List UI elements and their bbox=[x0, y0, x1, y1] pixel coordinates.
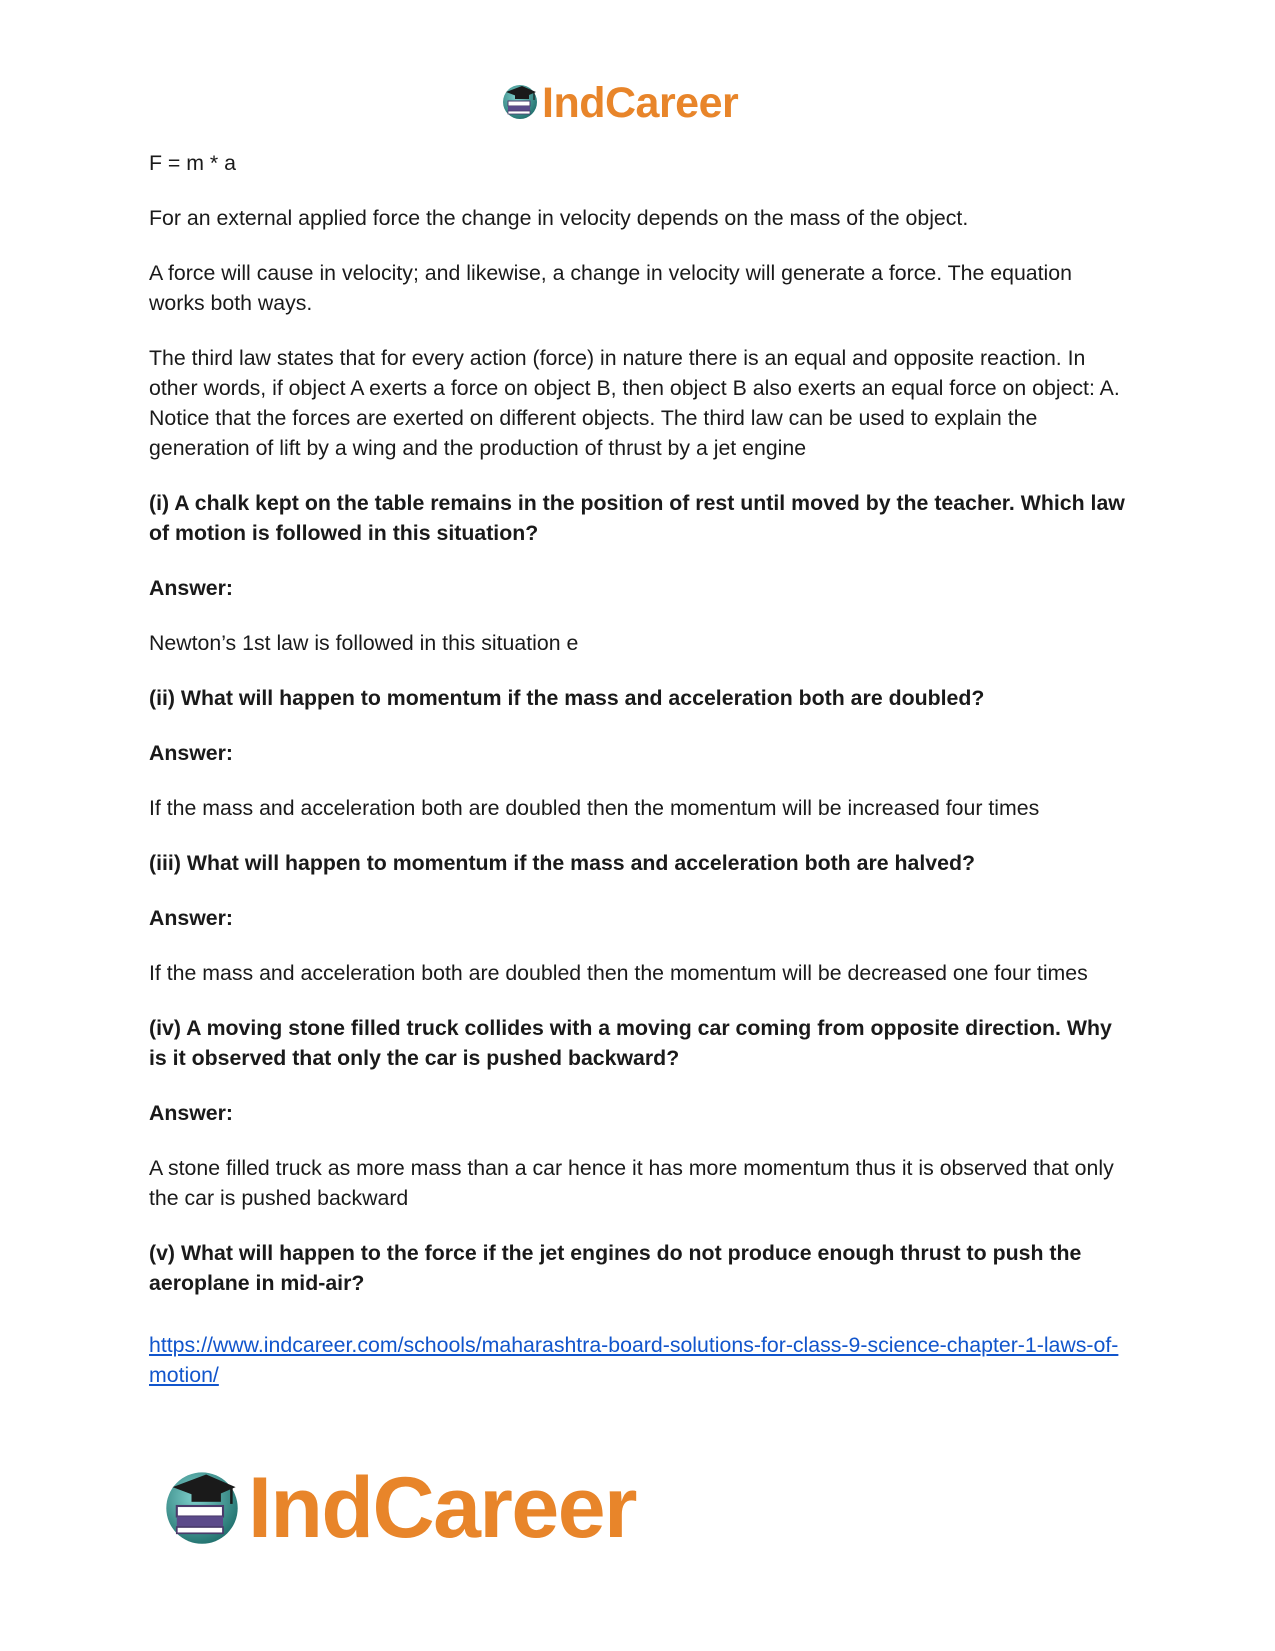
answer-label-4: Answer: bbox=[149, 1101, 234, 1125]
answer-label-3: Answer: bbox=[149, 906, 234, 930]
graduation-cap-book-globe-icon bbox=[160, 1464, 244, 1553]
graduation-cap-book-globe-icon bbox=[500, 81, 540, 126]
question-4: (iv) A moving stone filled truck collides with a moving car coming from opposite direction. Why is it observed that only the car is pushed backward? bbox=[149, 1016, 1112, 1070]
source-link-paragraph bbox=[149, 1330, 1129, 1390]
paragraph-2: A force will cause in velocity; and likewise, a change in velocity will generate a force. The equation works both ways. bbox=[149, 261, 1072, 315]
document-body bbox=[149, 148, 1129, 1415]
formula-text: F = m * a bbox=[149, 151, 236, 175]
answer-label-1: Answer: bbox=[149, 576, 234, 600]
paragraph-3: The third law states that for every action (force) in nature there is an equal and opposite reaction. In other words, if object A exerts a force on object B, then object B also exerts an equal force on object: A. Notice that the forces are exerted on different objects. The third law can be used to explain the generation of lift by a wing and the production of thrust by a jet engine bbox=[149, 346, 1120, 460]
question-3: (iii) What will happen to momentum if the mass and acceleration both are halved? bbox=[149, 851, 975, 875]
question-2: (ii) What will happen to momentum if the mass and acceleration both are doubled? bbox=[149, 686, 985, 710]
answer-1: Newton’s 1st law is followed in this situation e bbox=[149, 631, 579, 655]
answer-2: If the mass and acceleration both are doubled then the momentum will be increased four times bbox=[149, 796, 1040, 820]
source-link[interactable]: https://www.indcareer.com/schools/maharashtra-board-solutions-for-class-9-science-chapter-1-laws-of-motion/ bbox=[149, 1333, 1119, 1387]
answer-3: If the mass and acceleration both are doubled then the momentum will be decreased one four times bbox=[149, 961, 1088, 985]
answer-label-2: Answer: bbox=[149, 741, 234, 765]
header-logo bbox=[500, 80, 738, 126]
footer-logo-text: IndCareer bbox=[248, 1460, 636, 1556]
paragraph-1: For an external applied force the change in velocity depends on the mass of the object. bbox=[149, 206, 969, 230]
footer-logo bbox=[160, 1462, 636, 1554]
answer-4: A stone filled truck as more mass than a car hence it has more momentum thus it is observed that only the car is pushed backward bbox=[149, 1156, 1114, 1210]
question-1: (i) A chalk kept on the table remains in the position of rest until moved by the teacher. Which law of motion is followed in this situation? bbox=[149, 491, 1125, 545]
header-logo-text: IndCareer bbox=[542, 79, 739, 127]
question-5: (v) What will happen to the force if the jet engines do not produce enough thrust to push the aeroplane in mid-air? bbox=[149, 1241, 1082, 1295]
